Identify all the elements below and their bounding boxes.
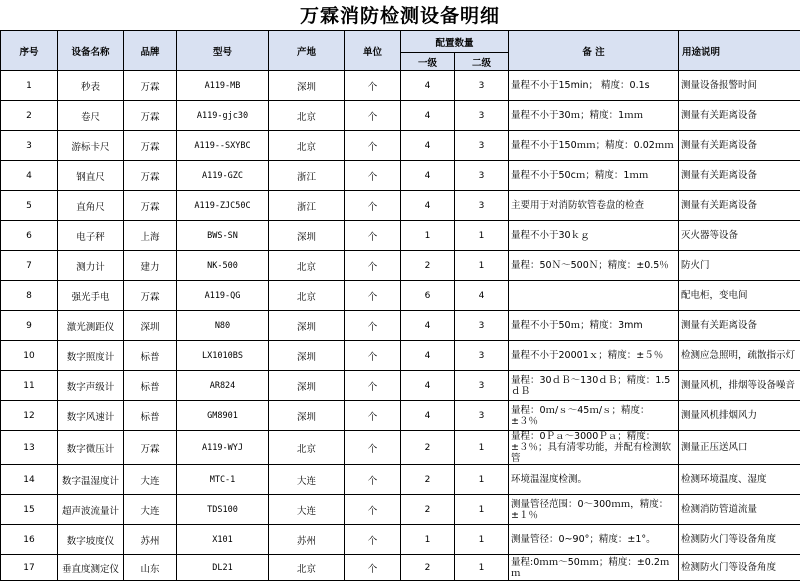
cell-level1: 4 xyxy=(401,71,455,101)
header-model: 型号 xyxy=(177,31,269,71)
cell-note xyxy=(509,281,679,311)
header-origin: 产地 xyxy=(269,31,345,71)
cell-origin: 大连 xyxy=(269,495,345,525)
header-brand: 品牌 xyxy=(124,31,177,71)
cell-note: 量程不小于30ｍ；精度：1ｍｍ xyxy=(509,101,679,131)
cell-note: 量程不小于15min； 精度：0.1s xyxy=(509,71,679,101)
table-row xyxy=(1,525,800,555)
cell-note: 主要用于对消防软管卷盘的检查 xyxy=(509,191,679,221)
cell-note: 量程不小于20001ｘ；精度：±５％ xyxy=(509,341,679,371)
cell-use: 测量风机，排烟等设备噪音 xyxy=(679,371,800,401)
table-row xyxy=(1,341,800,371)
cell-name: 数字风速计 xyxy=(58,401,124,431)
cell-brand: 上海 xyxy=(124,221,177,251)
table-row xyxy=(1,495,800,525)
cell-model: TDS100 xyxy=(177,495,269,525)
header-level1: 一级 xyxy=(401,53,455,71)
cell-use: 测量有关距离设备 xyxy=(679,311,800,341)
cell-level1: 4 xyxy=(401,311,455,341)
cell-use: 测量风机排烟风力 xyxy=(679,401,800,431)
cell-level1: 2 xyxy=(401,555,455,581)
cell-model: A119-WYJ xyxy=(177,431,269,465)
cell-model: A119-MB xyxy=(177,71,269,101)
cell-model: MTC-1 xyxy=(177,465,269,495)
cell-note: 测量管径：0~90°；精度：±1°。 xyxy=(509,525,679,555)
cell-level2: 1 xyxy=(455,495,509,525)
cell-unit: 个 xyxy=(345,71,401,101)
cell-name: 直角尺 xyxy=(58,191,124,221)
cell-origin: 浙江 xyxy=(269,161,345,191)
cell-origin: 深圳 xyxy=(269,221,345,251)
cell-brand: 万霖 xyxy=(124,281,177,311)
cell-level2: 3 xyxy=(455,401,509,431)
cell-use: 测量正压送风口 xyxy=(679,431,800,465)
table-row xyxy=(1,221,800,251)
cell-level2: 1 xyxy=(455,555,509,581)
cell-brand: 大连 xyxy=(124,495,177,525)
cell-seq: 16 xyxy=(1,525,58,555)
cell-model: AR824 xyxy=(177,371,269,401)
cell-use: 检测应急照明，疏散指示灯 xyxy=(679,341,800,371)
sheet-title: 万霖消防检测设备明细 xyxy=(299,5,500,27)
cell-origin: 北京 xyxy=(269,101,345,131)
cell-level2: 1 xyxy=(455,251,509,281)
cell-seq: 11 xyxy=(1,371,58,401)
cell-note: 环境温湿度检测。 xyxy=(509,465,679,495)
cell-name: 数字声级计 xyxy=(58,371,124,401)
cell-model: BWS-SN xyxy=(177,221,269,251)
cell-origin: 北京 xyxy=(269,281,345,311)
cell-seq: 5 xyxy=(1,191,58,221)
cell-use: 测量设备报警时间 xyxy=(679,71,800,101)
cell-level2: 1 xyxy=(455,431,509,465)
table-row xyxy=(1,281,800,311)
header-name: 设备名称 xyxy=(58,31,124,71)
cell-origin: 深圳 xyxy=(269,311,345,341)
cell-brand: 建力 xyxy=(124,251,177,281)
cell-note: 测量管径范围：0～300ｍｍ，精度：±１％ xyxy=(509,495,679,525)
cell-use: 配电柜，变电间 xyxy=(679,281,800,311)
cell-brand: 万霖 xyxy=(124,71,177,101)
cell-model: N80 xyxy=(177,311,269,341)
cell-unit: 个 xyxy=(345,341,401,371)
table-row xyxy=(1,371,800,401)
cell-seq: 4 xyxy=(1,161,58,191)
table-row xyxy=(1,161,800,191)
table-row xyxy=(1,431,800,465)
cell-unit: 个 xyxy=(345,371,401,401)
cell-use: 测量有关距离设备 xyxy=(679,191,800,221)
cell-note: 量程不小于150ｍｍ；精度：0.02ｍｍ xyxy=(509,131,679,161)
table-row xyxy=(1,555,800,581)
cell-model: GM8901 xyxy=(177,401,269,431)
cell-level2: 4 xyxy=(455,281,509,311)
table-header xyxy=(1,31,800,71)
cell-level1: 4 xyxy=(401,371,455,401)
cell-origin: 深圳 xyxy=(269,401,345,431)
cell-origin: 北京 xyxy=(269,555,345,581)
cell-model: A119--SXYBC xyxy=(177,131,269,161)
cell-level2: 1 xyxy=(455,465,509,495)
cell-seq: 13 xyxy=(1,431,58,465)
cell-level2: 3 xyxy=(455,311,509,341)
table-row xyxy=(1,71,800,101)
cell-use: 检测防火门等设备角度 xyxy=(679,525,800,555)
cell-seq: 12 xyxy=(1,401,58,431)
cell-level1: 4 xyxy=(401,161,455,191)
cell-name: 激光测距仪 xyxy=(58,311,124,341)
cell-unit: 个 xyxy=(345,221,401,251)
equipment-table xyxy=(0,30,800,581)
cell-level1: 4 xyxy=(401,101,455,131)
cell-origin: 北京 xyxy=(269,131,345,161)
cell-seq: 15 xyxy=(1,495,58,525)
cell-level2: 1 xyxy=(455,525,509,555)
cell-note: 量程：30ｄＢ～130ｄＢ；精度：1.5ｄＢ xyxy=(509,371,679,401)
cell-level1: 4 xyxy=(401,131,455,161)
cell-unit: 个 xyxy=(345,465,401,495)
cell-seq: 9 xyxy=(1,311,58,341)
cell-name: 秒表 xyxy=(58,71,124,101)
cell-name: 数字微压计 xyxy=(58,431,124,465)
cell-model: A119-QG xyxy=(177,281,269,311)
cell-level1: 4 xyxy=(401,341,455,371)
cell-level2: 3 xyxy=(455,101,509,131)
cell-model: X101 xyxy=(177,525,269,555)
cell-origin: 北京 xyxy=(269,251,345,281)
cell-unit: 个 xyxy=(345,401,401,431)
cell-unit: 个 xyxy=(345,311,401,341)
cell-level2: 3 xyxy=(455,191,509,221)
table-row xyxy=(1,251,800,281)
cell-use: 测量有关距离设备 xyxy=(679,101,800,131)
cell-use: 灭火器等设备 xyxy=(679,221,800,251)
cell-brand: 万霖 xyxy=(124,191,177,221)
cell-brand: 大连 xyxy=(124,465,177,495)
header-seq: 序号 xyxy=(1,31,58,71)
cell-model: DL21 xyxy=(177,555,269,581)
cell-seq: 6 xyxy=(1,221,58,251)
cell-brand: 标普 xyxy=(124,371,177,401)
cell-note: 量程：0ｍ/ｓ～45ｍ/ｓ；精度：±３％ xyxy=(509,401,679,431)
cell-name: 数字温湿度计 xyxy=(58,465,124,495)
cell-unit: 个 xyxy=(345,555,401,581)
cell-origin: 大连 xyxy=(269,465,345,495)
cell-brand: 万霖 xyxy=(124,101,177,131)
cell-brand: 标普 xyxy=(124,401,177,431)
cell-level1: 1 xyxy=(401,221,455,251)
cell-name: 垂直度测定仪 xyxy=(58,555,124,581)
cell-name: 游标卡尺 xyxy=(58,131,124,161)
cell-level1: 2 xyxy=(401,495,455,525)
cell-use: 测量有关距离设备 xyxy=(679,131,800,161)
cell-origin: 深圳 xyxy=(269,371,345,401)
cell-unit: 个 xyxy=(345,525,401,555)
cell-name: 卷尺 xyxy=(58,101,124,131)
cell-brand: 深圳 xyxy=(124,311,177,341)
cell-level1: 2 xyxy=(401,251,455,281)
cell-unit: 个 xyxy=(345,495,401,525)
cell-unit: 个 xyxy=(345,281,401,311)
cell-origin: 苏州 xyxy=(269,525,345,555)
header-note: 备 注 xyxy=(509,31,679,71)
cell-seq: 1 xyxy=(1,71,58,101)
cell-level1: 1 xyxy=(401,525,455,555)
cell-model: A119-GZC xyxy=(177,161,269,191)
header-qty: 配置数量 xyxy=(401,31,509,53)
cell-use: 检测环境温度、湿度 xyxy=(679,465,800,495)
cell-level1: 6 xyxy=(401,281,455,311)
cell-note: 量程：50Ｎ～500Ｎ；精度：±0.5％ xyxy=(509,251,679,281)
cell-seq: 8 xyxy=(1,281,58,311)
cell-origin: 深圳 xyxy=(269,341,345,371)
cell-level2: 3 xyxy=(455,371,509,401)
cell-note: 量程不小于50ｍ；精度：3mm xyxy=(509,311,679,341)
table-row xyxy=(1,131,800,161)
cell-origin: 北京 xyxy=(269,431,345,465)
cell-level1: 2 xyxy=(401,465,455,495)
cell-brand: 山东 xyxy=(124,555,177,581)
cell-note: 量程不小于50cｍ；精度：1ｍｍ xyxy=(509,161,679,191)
cell-unit: 个 xyxy=(345,191,401,221)
cell-level1: 4 xyxy=(401,401,455,431)
cell-level1: 4 xyxy=(401,191,455,221)
cell-name: 电子秤 xyxy=(58,221,124,251)
cell-unit: 个 xyxy=(345,101,401,131)
cell-level1: 2 xyxy=(401,431,455,465)
table-row xyxy=(1,465,800,495)
header-level2: 二级 xyxy=(455,53,509,71)
cell-name: 超声波流量计 xyxy=(58,495,124,525)
cell-unit: 个 xyxy=(345,131,401,161)
cell-level2: 1 xyxy=(455,221,509,251)
cell-seq: 10 xyxy=(1,341,58,371)
table-row xyxy=(1,311,800,341)
cell-model: A119-gjc30 xyxy=(177,101,269,131)
cell-use: 测量有关距离设备 xyxy=(679,161,800,191)
cell-level2: 3 xyxy=(455,161,509,191)
cell-origin: 浙江 xyxy=(269,191,345,221)
cell-name: 数字照度计 xyxy=(58,341,124,371)
cell-model: LX1010BS xyxy=(177,341,269,371)
cell-seq: 14 xyxy=(1,465,58,495)
table-body xyxy=(1,71,800,581)
table-row xyxy=(1,401,800,431)
cell-seq: 7 xyxy=(1,251,58,281)
cell-unit: 个 xyxy=(345,431,401,465)
cell-note: 量程不小于30ｋｇ xyxy=(509,221,679,251)
cell-seq: 2 xyxy=(1,101,58,131)
cell-level2: 3 xyxy=(455,131,509,161)
cell-note: 量程：0Ｐａ～3000Ｐａ；精度：±３％；具有清零功能，并配有检测软管 xyxy=(509,431,679,465)
cell-brand: 万霖 xyxy=(124,161,177,191)
cell-seq: 17 xyxy=(1,555,58,581)
table-row xyxy=(1,191,800,221)
cell-name: 强光手电 xyxy=(58,281,124,311)
cell-note: 量程:0ｍｍ～50ｍｍ；精度：±0.2ｍｍ xyxy=(509,555,679,581)
cell-use: 检测防火门等设备角度 xyxy=(679,555,800,581)
cell-origin: 深圳 xyxy=(269,71,345,101)
cell-name: 数字坡度仪 xyxy=(58,525,124,555)
cell-brand: 万霖 xyxy=(124,131,177,161)
cell-unit: 个 xyxy=(345,251,401,281)
cell-model: A119-ZJC50C xyxy=(177,191,269,221)
cell-level2: 3 xyxy=(455,71,509,101)
cell-brand: 苏州 xyxy=(124,525,177,555)
cell-model: NK-500 xyxy=(177,251,269,281)
header-unit: 单位 xyxy=(345,31,401,71)
cell-brand: 标普 xyxy=(124,341,177,371)
cell-brand: 万霖 xyxy=(124,431,177,465)
cell-level2: 3 xyxy=(455,341,509,371)
cell-seq: 3 xyxy=(1,131,58,161)
cell-unit: 个 xyxy=(345,161,401,191)
table-row xyxy=(1,101,800,131)
cell-use: 防火门 xyxy=(679,251,800,281)
cell-name: 钢直尺 xyxy=(58,161,124,191)
cell-use: 检测消防管道流量 xyxy=(679,495,800,525)
header-use: 用途说明 xyxy=(679,31,800,71)
cell-name: 测力计 xyxy=(58,251,124,281)
